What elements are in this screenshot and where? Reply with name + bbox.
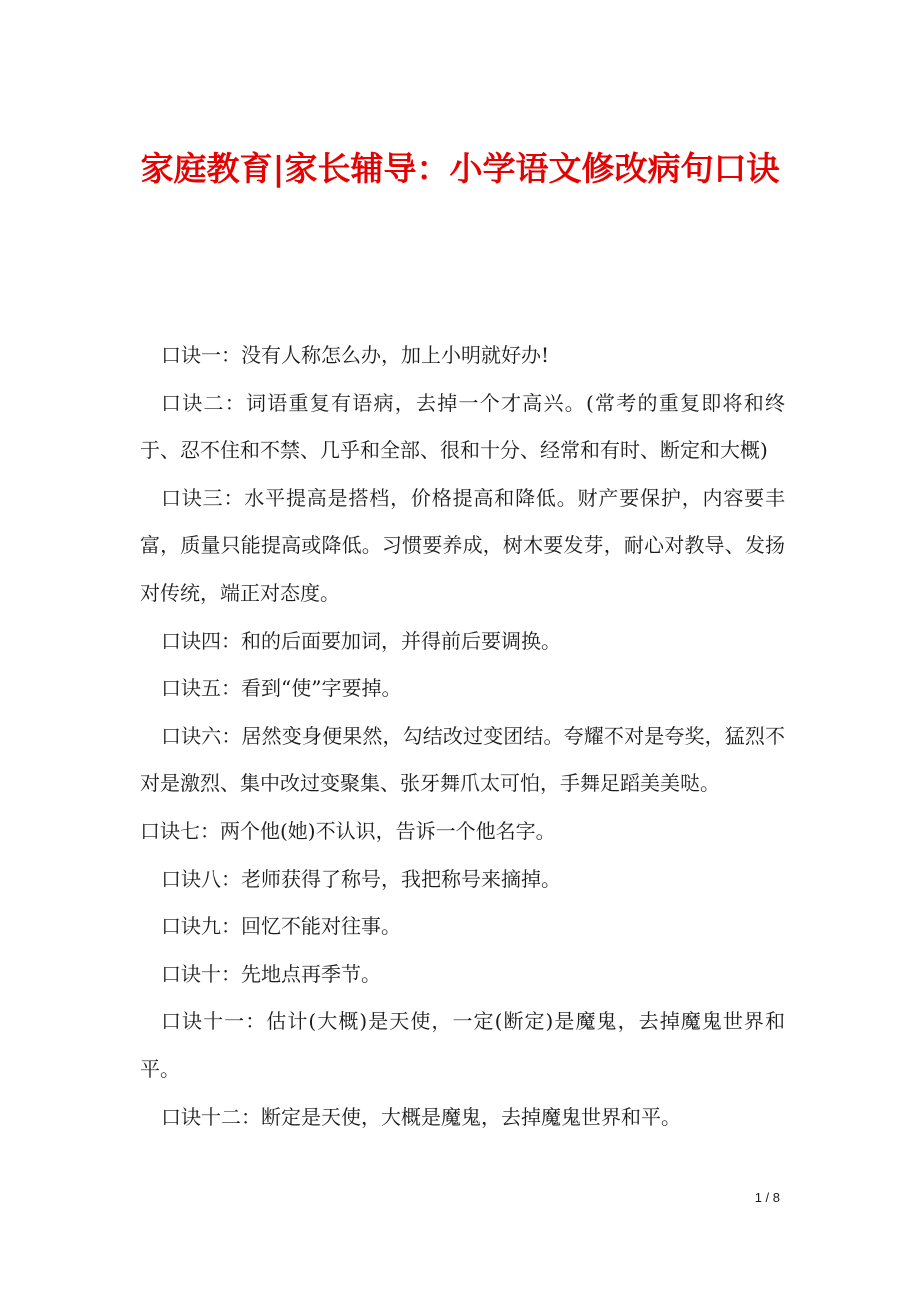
paragraph-9: 口诀九：回忆不能对往事。 xyxy=(161,914,401,939)
document-body xyxy=(140,332,785,1141)
paragraph-10: 口诀十：先地点再季节。 xyxy=(161,961,381,986)
paragraph-11: 口诀十一：估计(大概)是天使，一定(断定)是魔鬼，去掉魔鬼世界和平。 xyxy=(140,1009,785,1081)
paragraph-7: 口诀七：两个他(她)不认识，告诉一个他名字。 xyxy=(140,818,556,843)
paragraph-3: 口诀三：水平提高是搭档，价格提高和降低。财产要保护，内容要丰富，质量只能提高或降低。习惯要养成，树木要发芽，耐心对教导、发扬对传统，端正对态度。 xyxy=(140,485,785,605)
paragraph-2: 口诀二：词语重复有语病，去掉一个才高兴。(常考的重复即将和终于、忍不住和不禁、几乎和全部、很和十分、经常和有时、断定和大概) xyxy=(140,390,785,463)
paragraph-8: 口诀八：老师获得了称号，我把称号来摘掉。 xyxy=(161,866,561,891)
paragraph-4: 口诀四：和的后面要加词，并得前后要调换。 xyxy=(161,628,561,653)
paragraph-5: 口诀五：看到“使”字要掉。 xyxy=(161,676,402,701)
document-title: 家庭教育|家长辅导：小学语文修改病句口诀 xyxy=(140,149,780,188)
paragraph-6: 口诀六：居然变身便果然，勾结改过变团结。夸耀不对是夸奖，猛烈不对是激烈、集中改过变聚集、张牙舞爪太可怕，手舞足蹈美美哒。 xyxy=(140,723,785,796)
paragraph-12: 口诀十二：断定是天使，大概是魔鬼，去掉魔鬼世界和平。 xyxy=(161,1104,681,1129)
paragraph-1: 口诀一：没有人称怎么办，加上小明就好办! xyxy=(161,343,550,367)
page-number: 1 / 8 xyxy=(754,1190,780,1205)
